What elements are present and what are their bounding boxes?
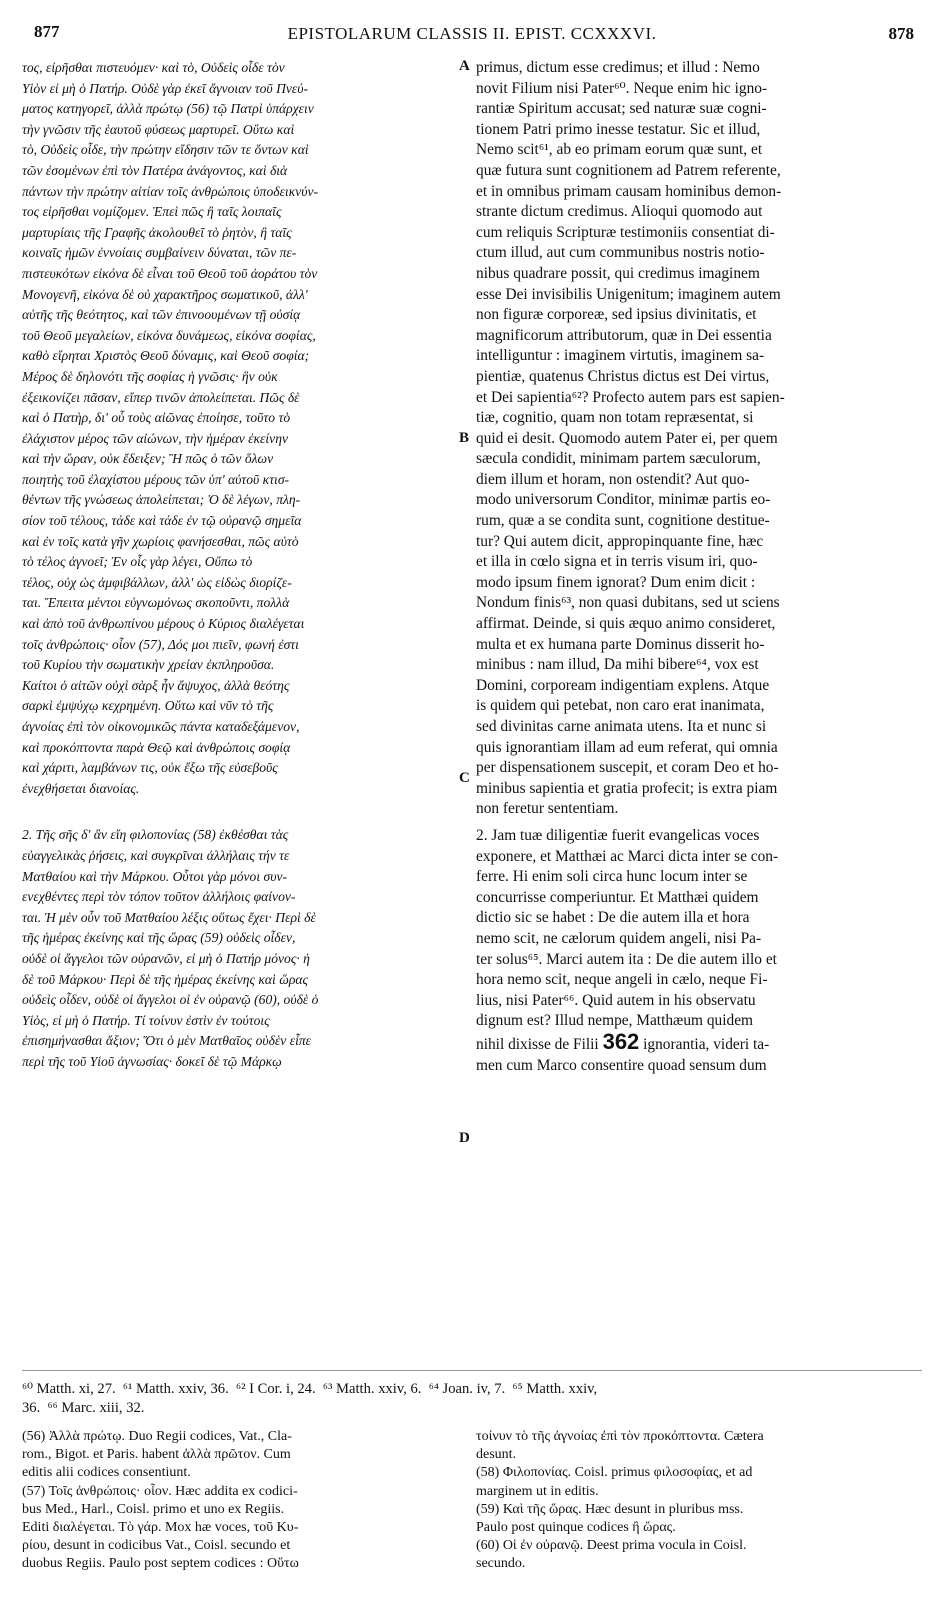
text-line: et Dei sapientia⁶²? Profecto autem pars est sapien- (476, 388, 785, 406)
text-line: τοῦ Θεοῦ μεγαλείων, εἰκόνα δυνάμεως, εἰκόνα σοφίας, (22, 327, 316, 343)
text-line: per dispensationem suscepit, et coram Deo et ho- (476, 759, 779, 777)
text-line: ter solus⁶⁵. Marci autem ita : De die autem illo et (476, 950, 777, 968)
greek-paragraph-2 (22, 825, 462, 1072)
text-line: οὐδεὶς οἶδεν, οὐδὲ οἱ ἄγγελοι οἱ ἐν οὐρανῷ (60), οὐδὲ ὁ (22, 992, 319, 1008)
note-line: Paulo post quinque codices ἢ ὥρας. (476, 1520, 676, 1536)
text-line: τὸ, Οὐδεὶς οἶδε, τὴν πρώτην εἴδησιν τῶν τε ὄντων καὶ (22, 142, 309, 158)
note-line: rom., Bigot. et Paris. habent ἀλλὰ πρῶτον. Cum (22, 1447, 291, 1463)
text-line: men cum Marco consentire quoad sensum dum (476, 1056, 767, 1074)
text-line: dictio sic se habet : De die autem illa et hora (476, 909, 750, 927)
text-line: quis ignorantiam illam ad eum referat, qui omnia (476, 738, 778, 756)
text-line: σαρκὶ ἐμψύχῳ κεχρημένη. Οὕτω καὶ νῦν τὸ τῆς (22, 698, 274, 714)
latin-column (476, 58, 926, 1076)
text-line: τῶν ἐσομένων ἐπὶ τὸν Πατέρα ἀνάγοντος, καὶ διὰ (22, 162, 288, 178)
text-line: 2. Jam tuæ diligentiæ fuerit evangelicas voces (476, 826, 760, 844)
margin-letter-d: D (459, 1130, 470, 1146)
note-line: (59) Καὶ τῆς ὥρας. Hæc desunt in pluribus mss. (476, 1501, 744, 1517)
text-line: μαρτυρίαις τῆς Γραφῆς ἀκολουθεῖ τὸ ῥητὸν, ἢ ταῖς (22, 224, 292, 240)
footnote-divider (22, 1370, 922, 1371)
note-line: secundo. (476, 1556, 526, 1572)
text-line: τῆς ἡμέρας ἐκείνης καὶ τῆς ὥρας (59) οὐδεὶς οἶδεν, (22, 930, 296, 946)
text-line: δὲ τοῦ Μάρκου· Περὶ δὲ τῆς ἡμέρας ἐκείνης καὶ ὥρας (22, 971, 308, 987)
margin-letter-a: A (459, 58, 470, 74)
text-line: Nondum finis⁶³, non quasi dubitans, sed ut sciens (476, 594, 780, 612)
text-line: οὐδὲ οἱ ἄγγελοι τῶν οὐρανῶν, εἰ μὴ ὁ Πατήρ μόνος· ἡ (22, 950, 310, 966)
text-line: et illa in cœlo signa et in terris visum iri, quo- (476, 553, 758, 571)
text-line: modo universorum Conditor, minimæ partis eo- (476, 491, 771, 509)
note-line: marginem ut in editis. (476, 1483, 599, 1499)
latin-paragraph-1 (476, 58, 926, 820)
text-line: 2. Τῆς σῆς δ' ἂν εἴη φιλοπονίας (58) ἐκθέσθαι τὰς (22, 827, 289, 843)
text-line: dignum est? Illud nempe, Matthæum quidem (476, 1012, 753, 1030)
text-line: ματος κατηγορεῖ, ἀλλὰ πρώτῳ (56) τῷ Πατρὶ ὑπάρχειν (22, 101, 314, 117)
reference-line: 36. ⁶⁶ Marc. xiii, 32. (22, 1400, 145, 1416)
text-line: diem illum et horam, non ostendit? Aut quo- (476, 470, 750, 488)
text-line: τέλος, οὐχ ὡς ἀμφιβάλλων, ἀλλ' ὡς εἰδὼς διορίζε- (22, 574, 292, 590)
text-line: ἐνεχθήσεται διανοίας. (22, 780, 140, 796)
text-line: multa et ex humana parte Dominus disserit ho- (476, 635, 765, 653)
text-line: lius, nisi Pater⁶⁶. Quid autem in his observatu (476, 991, 756, 1009)
text-line: ποιητὴς τοῦ ἐλαχίστου μέρους τῶν ὑπ' αὐτοῦ κτισ- (22, 471, 290, 487)
text-line: αὐτῆς τῆς θεότητος, καὶ τῶν ἐπινοουμένων τῇ οὐσίᾳ (22, 307, 301, 323)
text-line (476, 1028, 926, 1056)
text-line: rantiæ Spiritum accusat; sed naturæ suæ cogni- (476, 100, 767, 118)
column-number-marker: 362 (602, 1028, 640, 1054)
text-line: Nemo scit⁶¹, ab eo primam eorum quæ sunt, et (476, 141, 763, 159)
text-line: nibus quadrare possit, qui credimus imaginem (476, 264, 760, 282)
text-line: ται. Ἡ μὲν οὖν τοῦ Ματθαίου λέξις οὕτως ἔχει· Περὶ δὲ (22, 909, 316, 925)
text-line: καὶ ὁ Πατὴρ, δι' οὗ τοὺς αἰῶνας ἐποίησε, τοῦτο τὸ (22, 410, 291, 426)
text-line: sed divinitas carne animata utens. Ita et nunc si (476, 718, 767, 735)
text-line: cum reliquis Scripturæ testimoniis consentiat di- (476, 223, 775, 241)
text-line: Υἱὸν εἰ μὴ ὁ Πατήρ. Οὐδὲ γὰρ ἐκεῖ ἄγνοιαν τοῦ Πνεύ- (22, 80, 309, 96)
text-line: hora nemo scit, neque angeli in cælo, neque Fi- (476, 971, 768, 989)
text-line: καθὸ εἴρηται Χριστὸς Θεοῦ δύναμις, καὶ Θεοῦ σοφία; (22, 348, 310, 364)
text-line: concurrisse comperiuntur. Et Matthæi quidem (476, 888, 759, 906)
text-line: καὶ τὴν ὥραν, οὐκ ἔδειξεν; Ἢ πῶς ὁ τῶν ὅλων (22, 451, 274, 467)
margin-letter-b: B (459, 430, 470, 446)
running-title: EPISTOLARUM CLASSIS II. EPIST. CCXXXVI. (287, 24, 657, 43)
notes-right-column (476, 1428, 926, 1574)
text-line: Ματθαίου καὶ τὴν Μάρκου. Οὗτοι γὰρ μόνοι συν- (22, 868, 288, 884)
note-line: desunt. (476, 1447, 517, 1463)
text-line: sæcula condidit, minimam partem sæculorum, (476, 450, 761, 468)
note-line: (56) Ἀλλὰ πρώτῳ. Duo Regii codices, Vat., Cla- (22, 1429, 292, 1444)
scripture-references (22, 1380, 922, 1418)
text-line: τοῦ Κυρίου τὴν σωματικὴν χρείαν ἐκπληροῦσα. (22, 657, 275, 673)
text-line: ctum illud, aut cum communibus nostris notio- (476, 244, 765, 262)
note-line: Editi διαλέγεται. Τὸ γάρ. Mox hæ voces, τοῦ Κυ- (22, 1520, 299, 1536)
right-page-number: 878 (888, 24, 914, 43)
note-line: (58) Φιλοπονίας. Coisl. primus φιλοσοφίας, et ad (476, 1465, 753, 1481)
text-line: ἐπισημήνασθαι ἄξιον; Ὅτι ὁ μὲν Ματθαῖος οὐδὲν εἶπε (22, 1033, 312, 1049)
notes-left-column (22, 1428, 467, 1574)
text-line: tionem Patri primo inesse testatur. Sic et illud, (476, 120, 761, 138)
text-line: εὐαγγελικὰς ῥήσεις, καὶ συγκρῖναι ἀλλήλαις τήν τε (22, 847, 290, 863)
text-line: ται. Ἔπειτα μέντοι εὐγνωμόνως σκοποῦντι, πολλὰ (22, 595, 290, 611)
note-line: ρίου, desunt in codicibus Vat., Coisl. secundo et (22, 1538, 291, 1554)
text-line: magnificorum attributorum, quæ in Dei essentia (476, 326, 772, 344)
text-line: καὶ προκόπτοντα παρὰ Θεῷ καὶ ἀνθρώποις σοφίᾳ (22, 739, 291, 755)
text-line: τος, εἰρῆσθαι πιστευόμεν· καὶ τὸ, Οὐδεὶς οἶδε τὸν (22, 60, 285, 75)
text-line: nemo scit, ne cælorum quidem angeli, nisi Pa- (476, 929, 762, 947)
text-line: primus, dictum esse credimus; et illud : Nemo (476, 59, 760, 76)
note-line: bus Med., Harl., Coisl. primo et uno ex Regiis. (22, 1501, 285, 1517)
text-line: καὶ χάριτι, λαμβάνων τις, οὐκ ἔξω τῆς εὐσεβοῦς (22, 760, 278, 776)
reference-line: ⁶⁰ Matth. xi, 27. ⁶¹ Matth. xxiv, 36. ⁶² I Cor. i, 24. ⁶³ Matth. xxiv, 6. ⁶⁴ Joan. iv, 7. ⁶⁵ Matth. xxiv, (22, 1381, 598, 1397)
text-line: quæ futura sunt cognitionem ad Patrem referente, (476, 161, 781, 179)
text-line: et in omnibus primam causam hominibus demon- (476, 182, 782, 200)
text-line: Υἱὸς, εἰ μὴ ὁ Πατήρ. Τί τοίνυν ἐστὶν ἐν τούτοις (22, 1012, 270, 1028)
text-line: affirmat. Deinde, si quis æquo animo consideret, (476, 615, 776, 633)
greek-paragraph-1 (22, 58, 462, 799)
text-line: is quidem qui petebat, non caro erat inanimata, (476, 697, 765, 715)
text-line: tiæ, cognitio, quam non totam repræsentat, si (476, 409, 754, 427)
text-line: strante dictum credimus. Alioqui quomodo aut (476, 203, 763, 221)
latin-paragraph-2 (476, 826, 926, 1076)
text-line: intelliguntur : imaginem virtutis, imaginem sa- (476, 347, 765, 365)
left-page-number: 877 (34, 22, 60, 41)
text-fragment: ignorantia, videri ta- (639, 1035, 770, 1053)
text-line: ἐλάχιστον μέρος τῶν αἰώνων, τὴν ἡμέραν ἐκείνην (22, 430, 288, 446)
text-line: Domini, corpoream indigentiam explens. Atque (476, 676, 770, 694)
text-line: περὶ τῆς τοῦ Υἱοῦ ἀγνωσίας· δοκεῖ δὲ τῷ Μάρκῳ (22, 1053, 282, 1069)
text-line: non feretur sententiam. (476, 800, 619, 818)
note-line: (57) Τοῖς ἀνθρώποις· οἷον. Hæc addita ex codici- (22, 1483, 298, 1499)
note-line: editis alii codices consentiunt. (22, 1465, 191, 1481)
text-line: esse Dei invisibilis Unigenitum; imaginem autem (476, 285, 781, 303)
text-line: pientiæ, quatenus Christus dictus est Dei virtus, (476, 367, 770, 385)
text-fragment: nihil dixisse de Filii (476, 1035, 599, 1053)
note-line: (60) Οἱ ἐν οὐρανῷ. Deest prima vocula in Coisl. (476, 1538, 747, 1554)
text-line: κοιναῖς ἡμῶν ἐννοίαις συμβαίνειν δύναται, τῶν πε- (22, 245, 297, 261)
text-line: πάντων τὴν πρώτην αἰτίαν τοῖς ἀνθρώποις ὑποδεικνύν- (22, 183, 319, 199)
text-line: τος εἰρῆσθαι νομίζομεν. Ἐπεὶ πῶς ἢ ταῖς λοιπαῖς (22, 204, 282, 220)
text-line: τὴν γνῶσιν τῆς ἑαυτοῦ φύσεως μαρτυρεῖ. Οὕτω καὶ (22, 121, 295, 137)
text-line: Μονογενῆ, εἰκόνα δὲ οὐ χαρακτῆρος σωματικοῦ, ἀλλ' (22, 286, 308, 302)
text-line: minibus : nam illud, Da mihi bibere⁶⁴, vox est (476, 656, 759, 674)
note-line: duobus Regiis. Paulo post septem codices : Οὕτω (22, 1556, 299, 1572)
text-line: Καίτοι ὁ αἰτῶν οὐχὶ σὰρξ ἦν ἄψυχος, ἀλλὰ θεότης (22, 677, 290, 693)
text-line: τὸ τέλος ἀγνοεῖ; Ἐν οἷς γὰρ λέγει, Οὔπω τὸ (22, 554, 253, 570)
text-line: τοῖς ἀνθρώποις· οἷον (57), Δός μοι πιεῖν, φωνή ἐστι (22, 636, 299, 652)
text-line: θέντων τῆς γνώσεως ἀπολείπεται; Ὁ δὲ λέγων, πλη- (22, 492, 301, 508)
text-line: καὶ ἀπὸ τοῦ ἀνθρωπίνου μέρους ὁ Κύριος διαλέγεται (22, 616, 305, 632)
text-line: tur? Qui autem dicit, appropinquante fine, hæc (476, 532, 764, 550)
text-line: rum, quæ a se condita sunt, cognitione destitue- (476, 512, 770, 530)
text-line: minibus sapientia et gratia profecit; is extra piam (476, 779, 778, 797)
note-line: τοίνυν τὸ τῆς ἀγνοίας ἐπὶ τὸν προκόπτοντα. Cætera (476, 1429, 764, 1444)
text-line: ἀγνοίας ἐπὶ τὸν οἰκονομικῶς πάντα καταδεξάμενον, (22, 719, 300, 734)
text-line: ferre. Hi enim soli circa hunc locum inter se (476, 868, 748, 886)
text-line: quid ei desit. Quomodo autem Pater ei, per quem (476, 429, 778, 447)
text-line: exponere, et Matthæi ac Marci dicta inter se con- (476, 847, 779, 865)
text-line: modo ipsum finem ignorat? Dum enim dicit : (476, 573, 756, 591)
text-line: non figuræ corporeæ, sed ipsius divinitatis, et (476, 306, 757, 324)
text-line: Μέρος δὲ δηλονότι τῆς σοφίας ἡ γνῶσις· ἣν οὐκ (22, 368, 278, 384)
text-line: καὶ ἐν τοῖς κατὰ γῆν χωρίοις φανήσεσθαι, πῶς αὐτὸ (22, 533, 299, 549)
text-line: πιστευκότων εἰκόνα δὲ εἶναι τοῦ Θεοῦ τοῦ ἀοράτου τὸν (22, 265, 318, 281)
greek-column (22, 58, 462, 1073)
text-line: novit Filium nisi Pater⁶⁰. Neque enim hic igno- (476, 79, 768, 97)
page-header (22, 22, 922, 52)
text-line: ἐξεικονίζει πᾶσαν, εἴπερ τινῶν ἀπολείπεται. Πῶς δὲ (22, 389, 300, 405)
margin-letter-c: C (459, 770, 470, 786)
text-line: σίον τοῦ τέλους, τάδε καὶ τάδε ἐν τῷ οὐρανῷ σημεῖα (22, 513, 302, 529)
text-line: ενεχθέντες περὶ τὸν τόπον τοῦτον ἀλλήλοις φαίνον- (22, 889, 296, 905)
